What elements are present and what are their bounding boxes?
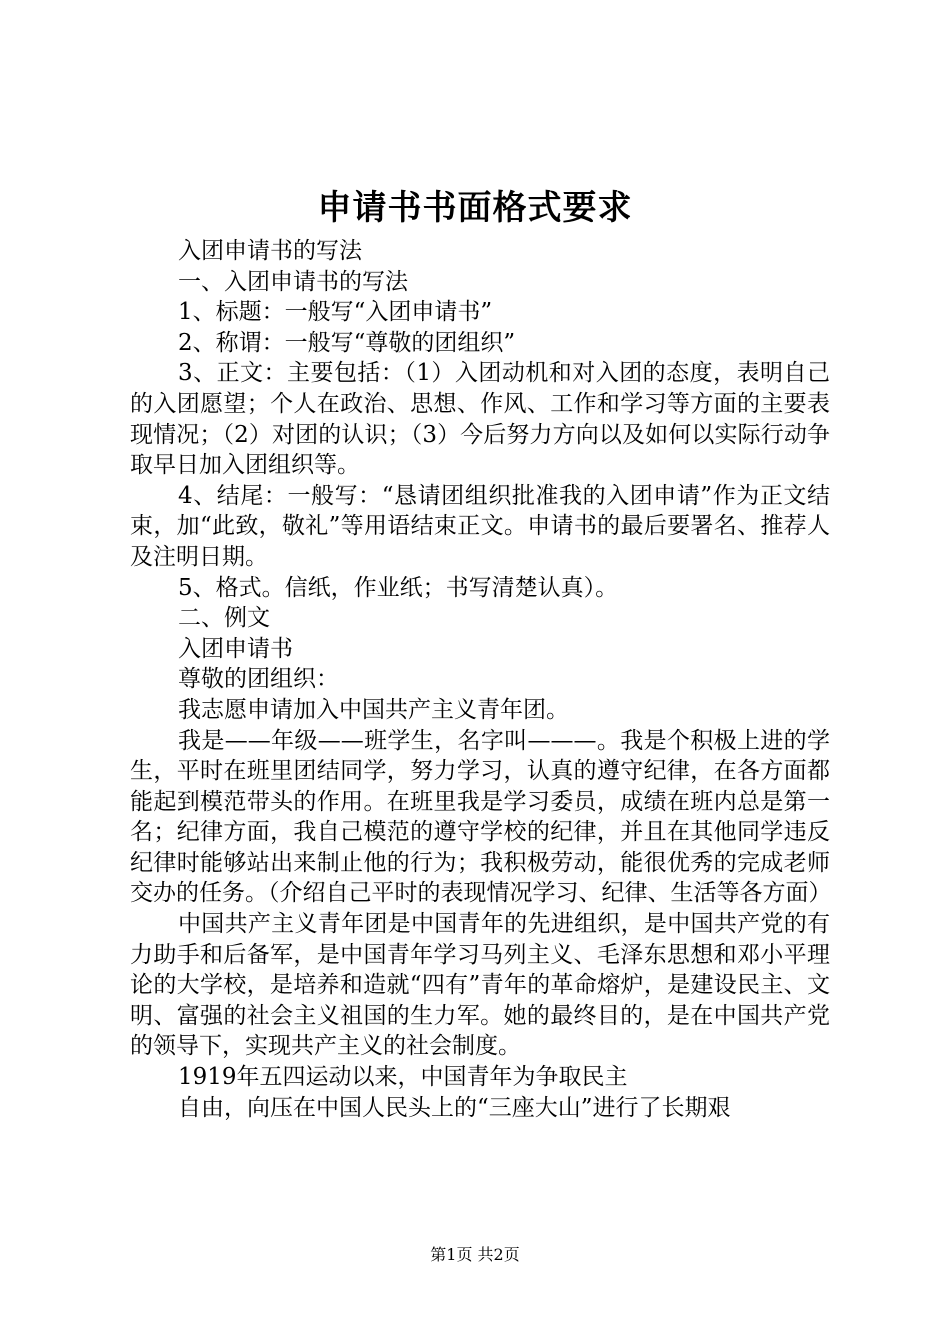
paragraph-item-title: 1、标题：一般写“入团申请书” [178,299,493,326]
paragraph-sample-salutation: 尊敬的团组织： [178,666,339,693]
paragraph-heading: 入团申请书的写法 [178,238,362,264]
document-title: 申请书书面格式要求 [317,188,633,228]
paragraph-item-ending: 4、结尾：一般写：“恳请团组织批准我的入团申请”作为正文结束，加“此致，敬礼”等用语结束正文。申请书的最后要署名、推荐人及注明日期。 [130,482,830,570]
paragraph-sample-self-intro: 我是——年级——班学生，名字叫———。我是个积极上进的学生，平时在班里团结同学，努力学习，认真的遵守纪律，在各方面都能起到模范带头的作用。在班里我是学习委员，成绩在班内总是第一名；纪律方面，我自己模范的遵守学校的纪律，并且在其他同学违反纪律时能够站出来制止他的行为；我积极劳动，能很优秀的完成老师交办的任务。（介绍自己平时的表现情况学习、纪律、生活等各方面） [130,727,832,907]
paragraph-sample-title: 入团申请书 [178,635,293,662]
paragraph-sample-history: 1919年五四运动以来，中国青年为争取民主 [178,1064,628,1091]
document-body [130,236,830,1123]
paragraph-sample-intent: 我志愿申请加入中国共产主义青年团。 [178,696,569,723]
paragraph-item-format: 5、格式。信纸，作业纸；书写清楚认真）。 [178,574,619,601]
paragraph-sample-league-intro: 中国共产主义青年团是中国青年的先进组织，是中国共产党的有力助手和后备军，是中国青年学习马列主义、毛泽东思想和邓小平理论的大学校，是培养和造就“四有”青年的革命熔炉，是建设民主、文明、富强的社会主义祖国的生力军。她的最终目的，是在中国共产党的领导下，实现共产主义的社会制度。 [130,911,830,1060]
paragraph-section-2: 二、例文 [178,605,270,632]
paragraph-section-1: 一、入团申请书的写法 [178,268,408,295]
paragraph-item-salutation: 2、称谓：一般写“尊敬的团组织” [178,329,516,356]
paragraph-item-body: 3、正文：主要包括：（1）入团动机和对入团的态度，表明自己的入团愿望；个人在政治、思想、作风、工作和学习等方面的主要表现情况；（2）对团的认识；（3）今后努力方向以及如何以实际行动争取早日加入团组织等。 [130,360,830,479]
page-footer: 第1页 共2页 [430,1245,520,1264]
paragraph-sample-history-cont: 自由，向压在中国人民头上的“三座大山”进行了长期艰 [178,1094,731,1121]
